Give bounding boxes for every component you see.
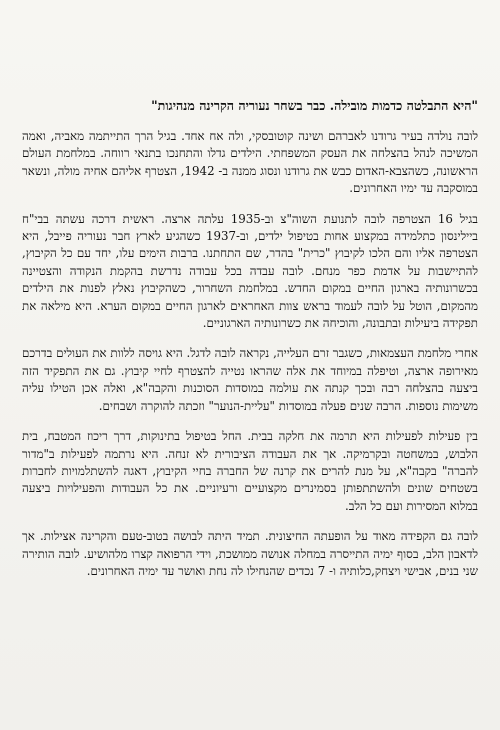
document-title: "היא התבלטה כדמות מובילה. כבר בשחר נעוריה הקרינה מנהיגות" <box>151 98 478 113</box>
paragraph-2: בגיל 16 הצטרפה לובה לתנועת השוה"צ וב-1935 עלתה ארצה. ראשית דרכה עשתה בבי"ח ביילינסון כתלמידה במקצוע אחות בטיפול ילדים, וב-1937 כשהגיע לארץ חבר נעוריה פייבל, היא הצטרפה אליו והם הלכו לקיבוץ "כרית" בהדר, שם התחתנו. ברבות הימים עלו, יחד עם כל הקיבוץ, להתיישבות על אדמת כפר מנחם. לובה עבדה בכל עבודה נדרשת בהקמת הנקודה והצטיינה בכשרונותיה בארגון החיים במקום החדש. במלחמת השחרור, כשהקיבוץ נאלץ לפנות את הילדים מהמקום, הוטל על לובה לעמוד בראש צוות האחראים לארגון החיים במקום הערא. היא מילאה את תפקידה ביעילות ובתבונה, והוכיחה את כשרונותיה הארגוניים. <box>22 211 478 331</box>
paragraph-5: לובה גם הקפידה מאוד על הופעתה החיצונית. תמיד היתה לבושה בטוב-טעם והקרינה אצילות. אך לדאבון הלב, בסוף ימיה התייסרה במחלה אנושה ממושכת, וידי הרפואה קצרו מלהושיע. לובה הותירה שני בנים, אבישי ויצחק,כלותיה ו- 7 נכדים שהנחילו לה נחת ואושר עד ימיה האחרונים. <box>22 529 478 578</box>
paragraph-3: אחרי מלחמת העצמאות, כשגבר זרם העלייה, נקראה לובה לדגל. היא גויסה ללוות את העולים בדרכם מאירופה ארצה, וטיפלה במיוחד את אלה שהראו נטייה להצטרף לחיי קיבוץ. גם את התפקיד הזה ביצעה בהצלחה רבה ובכך קנתה את עולמה במוסדות הסוכנות והקבה"א, ואלה אכן הטילו עליה משימות נוספות. הרבה שנים פעלה במוסדות "עליית-הנוער" וזכתה להוקרה ושבחים. <box>22 346 478 413</box>
paragraph-4: בין פעילות לפעילות היא תרמה את חלקה בבית. החל בטיפול בתינוקות, דרך ריכוז המטבח, בית הלבוש, במשחטה ובקרמיקה. אך את העבודה הציבורית לא זנחה. היא נרתמה לפעילות ב"מדור להברה" בקבה"א, על מנת להרים את קרנה של החברה בחיי הקיבוץ, דאגה להשתלמויות לחברות בשטחים שונים ולהשתתפותן בסמינרים מקצועיים ורעיוניים. את כל העבודות והפעילויות ביצעה במלוא המסירות ועם כל הלב. <box>22 429 478 513</box>
document-body <box>22 98 478 593</box>
paragraph-1: לובה נולדה בעיר גרודנו לאברהם ושינה קוטובסקי, ולה אח אחד. בגיל הרך התייתמה מאביה, ואמה המשיכה לנהל בהצלחה את העסק המשפחתי. הילדים גדלו והתחנכו בתנאי רווחה. במלחמת העולם הראשונה, כשהצבא-האדום כבש את גרודנו ונסוג ממנה ב- 1942, הצטרף אליהם אחיה מולה, ונשאר במוסקבה עד ימיו האחרונים. <box>22 129 478 196</box>
